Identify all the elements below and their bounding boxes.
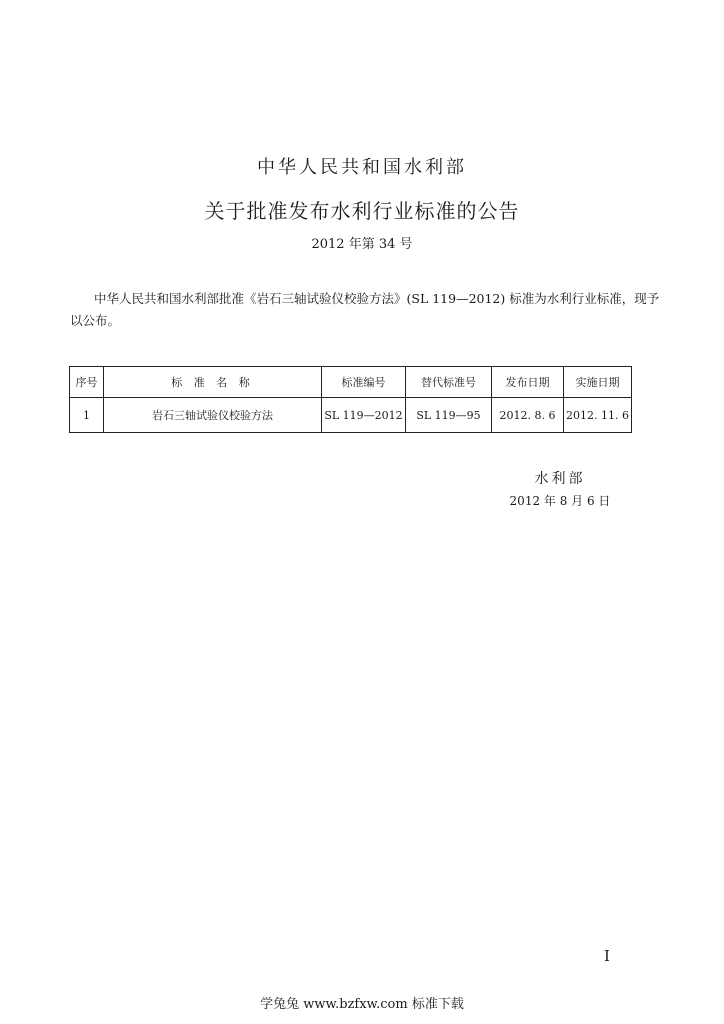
cell-effective-date: 2012. 11. 6 xyxy=(564,398,632,433)
standards-table xyxy=(69,366,632,433)
footer-watermark: 学兔兔 www.bzfxw.com 标准下载 xyxy=(260,997,464,1012)
signature-date: 2012 年 8 月 6 日 xyxy=(509,494,611,508)
table-header-row xyxy=(70,367,632,398)
header-seq: 序号 xyxy=(70,367,104,398)
header-replaced: 替代标准号 xyxy=(406,367,492,398)
header-publish-date: 发布日期 xyxy=(492,367,564,398)
announcement-title: 关于批准发布水利行业标准的公告 xyxy=(204,199,520,223)
cell-name: 岩石三轴试验仪校验方法 xyxy=(104,398,322,433)
header-name: 标 准 名 称 xyxy=(104,367,322,398)
page-number: I xyxy=(604,947,610,965)
table-row xyxy=(70,398,632,433)
announcement-body: 中华人民共和国水利部批准《岩石三轴试验仪校验方法》(SL 119—2012) 标准为水利行业标准，现予以公布。 xyxy=(70,291,660,328)
cell-seq: 1 xyxy=(70,398,104,433)
issuer-heading: 中华人民共和国水利部 xyxy=(257,157,467,178)
document-number: 2012 年第 34 号 xyxy=(311,237,413,252)
header-effective-date: 实施日期 xyxy=(564,367,632,398)
cell-replaced: SL 119—95 xyxy=(406,398,492,433)
signature-org: 水利部 xyxy=(534,471,586,487)
cell-code: SL 119—2012 xyxy=(322,398,406,433)
header-code: 标准编号 xyxy=(322,367,406,398)
cell-publish-date: 2012. 8. 6 xyxy=(492,398,564,433)
